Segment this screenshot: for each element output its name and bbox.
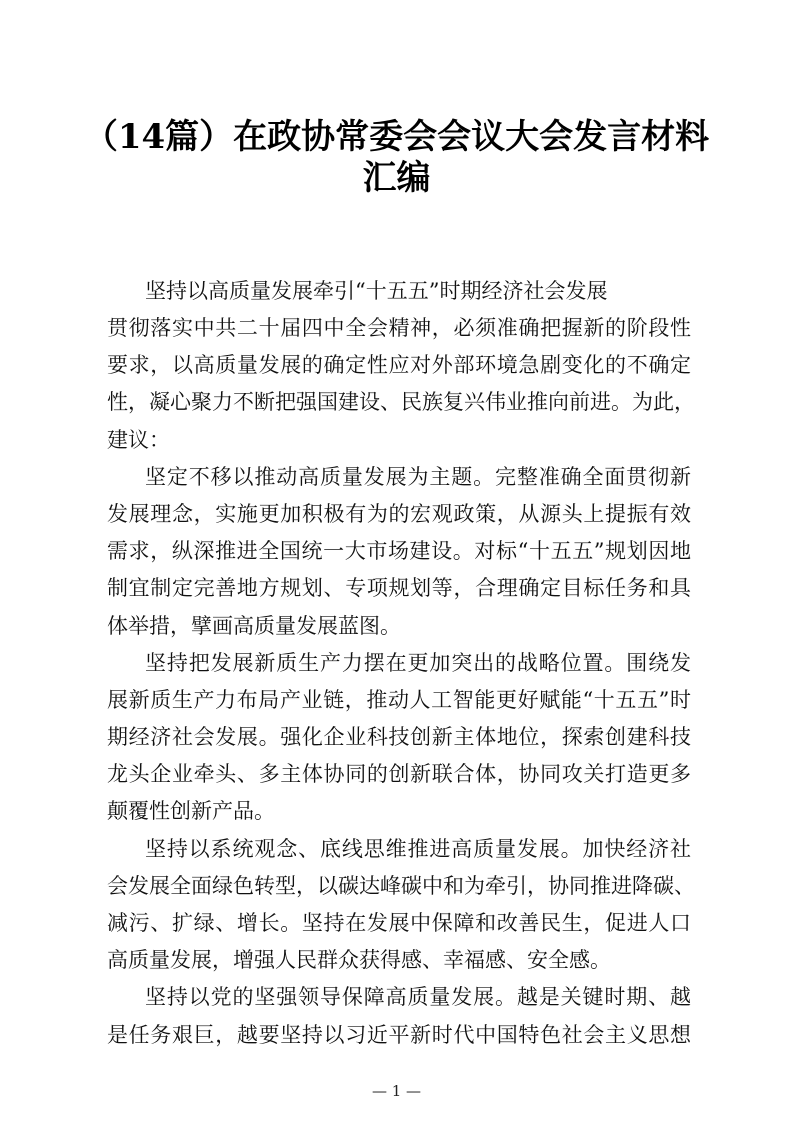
paragraph bbox=[107, 315, 695, 464]
text-line: 坚定不移以推动高质量发展为主题。完整准确全面贯彻新 bbox=[145, 464, 691, 489]
text-line: 期经济社会发展。强化企业科技创新主体地位，探索创建科技 bbox=[107, 725, 691, 750]
document-title-line-1: （14篇）在政协常委会会议大会发言材料 bbox=[83, 117, 710, 157]
text-line: 高质量发展，增强人民群众获得感、幸福感、安全感。 bbox=[107, 948, 611, 973]
text-line: 制宜制定完善地方规划、专项规划等，合理确定目标任务和具 bbox=[107, 576, 691, 601]
text-line: 坚持以党的坚强领导保障高质量发展。越是关键时期、越 bbox=[145, 985, 691, 1010]
paragraph bbox=[107, 836, 695, 985]
text-line: 发展理念，实施更加积极有为的宏观政策，从源头上提振有效 bbox=[107, 501, 691, 526]
document-title-line-2: 汇编 bbox=[362, 158, 431, 198]
text-line: 建议： bbox=[107, 427, 170, 452]
text-line: 颠覆性创新产品。 bbox=[107, 799, 275, 824]
paragraph bbox=[107, 650, 691, 836]
text-line: 龙头企业牵头、多主体协同的创新联合体，协同攻关打造更多 bbox=[107, 762, 691, 787]
text-line: 要求，以高质量发展的确定性应对外部环境急剧变化的不确定 bbox=[107, 353, 691, 378]
text-line: 贯彻落实中共二十届四中全会精神，必须准确把握新的阶段性 bbox=[107, 316, 691, 340]
text-line: 减污、扩绿、增长。坚持在发展中保障和改善民生，促进人口 bbox=[107, 911, 691, 935]
text-line: 展新质生产力布局产业链，推动人工智能更好赋能“十五五”时 bbox=[107, 687, 691, 712]
text-line: 坚持把发展新质生产力摆在更加突出的战略位置。围绕发 bbox=[145, 650, 691, 675]
section-subtitle: 坚持以高质量发展牵引“十五五”时期经济社会发展 bbox=[145, 279, 608, 303]
page-number: — 1 — bbox=[371, 1082, 422, 1100]
paragraph bbox=[107, 464, 691, 650]
text-line: 坚持以系统观念、底线思维推进高质量发展。加快经济社 bbox=[145, 836, 691, 861]
text-line: 会发展全面绿色转型，以碳达峰碳中和为牵引，协同推进降碳、 bbox=[107, 873, 695, 898]
paragraph bbox=[107, 984, 691, 1058]
text-line: 体举措，擘画高质量发展蓝图。 bbox=[107, 613, 401, 638]
text-line: 需求，纵深推进全国统一大市场建设。对标“十五五”规划因地 bbox=[107, 539, 691, 564]
text-line: 是任务艰巨，越要坚持以习近平新时代中国特色社会主义思想 bbox=[107, 1022, 691, 1047]
text-line: 性，凝心聚力不断把强国建设、民族复兴伟业推向前进。为此， bbox=[107, 390, 695, 415]
document-body bbox=[107, 315, 695, 1059]
